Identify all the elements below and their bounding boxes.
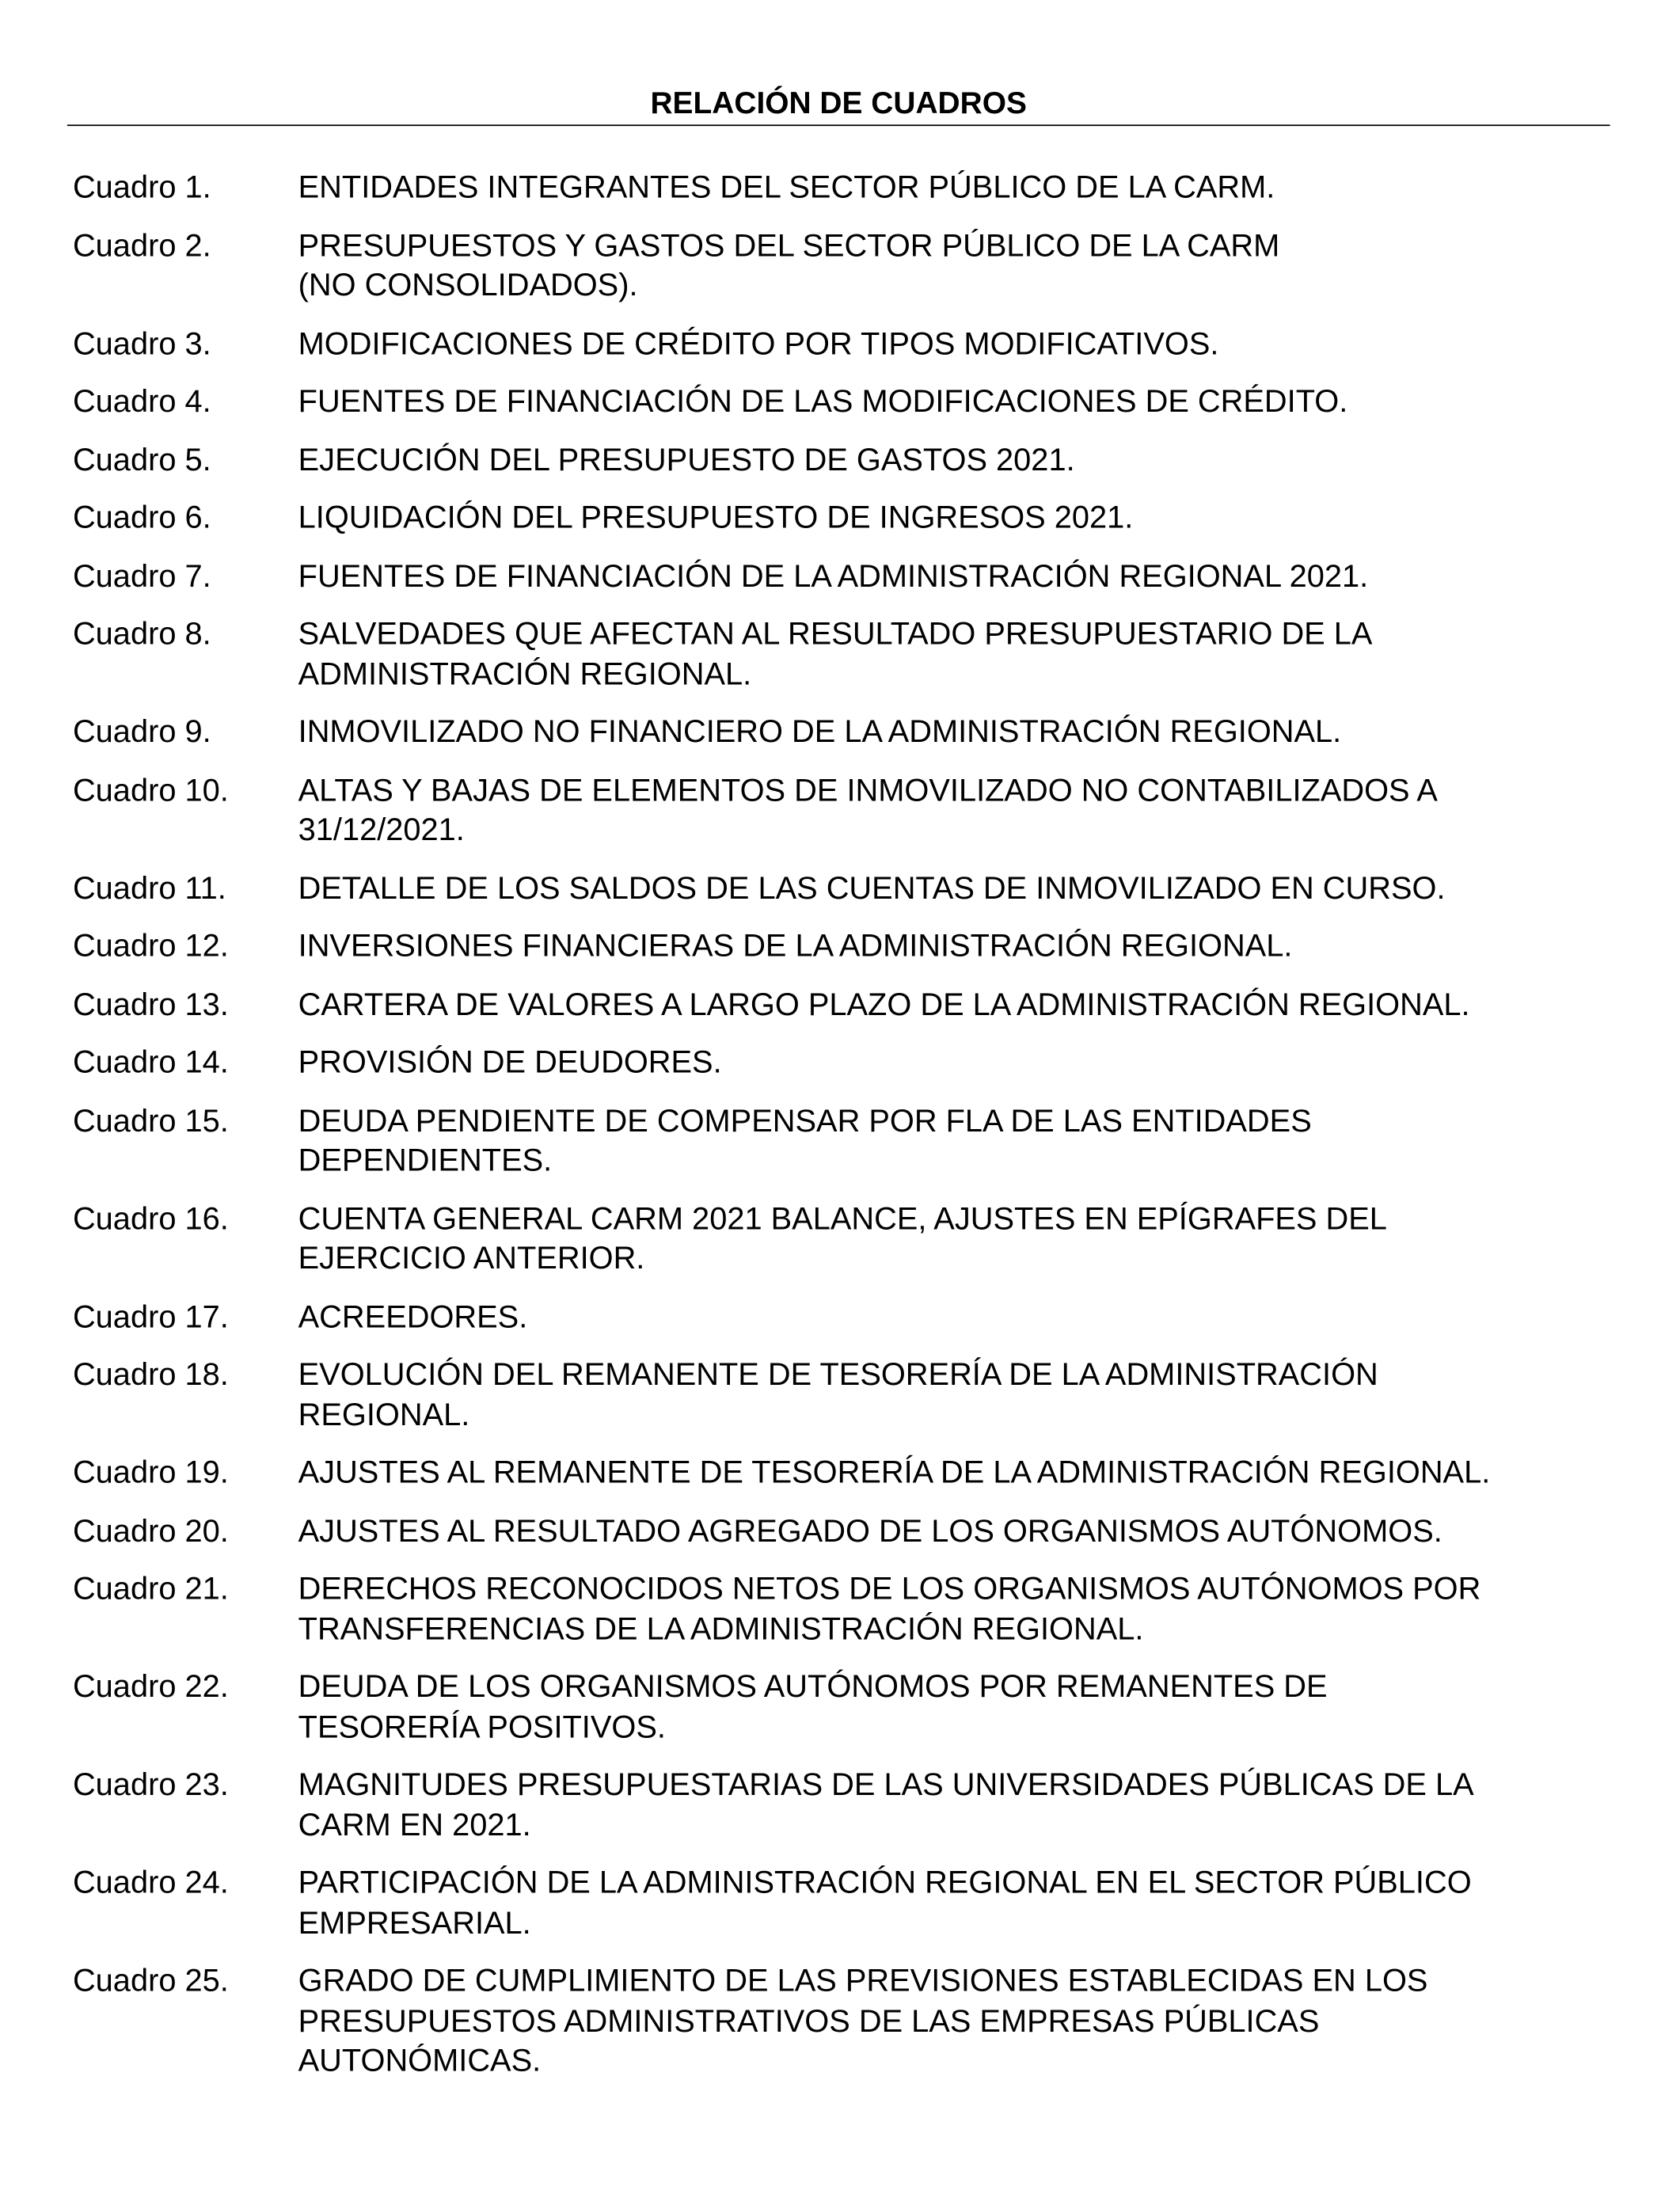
table-title: PARTICIPACIÓN DE LA ADMINISTRACIÓN REGIONAL EN EL SECTOR PÚBLICO EMPRESARIAL.	[298, 1865, 1472, 1940]
table-title: PRESUPUESTOS Y GASTOS DEL SECTOR PÚBLICO DE LA CARM (NO CONSOLIDADOS).	[298, 227, 1280, 302]
table-number: Cuadro 17.	[72, 1299, 229, 1334]
table-title: ALTAS Y BAJAS DE ELEMENTOS DE INMOVILIZADO NO CONTABILIZADOS A 31/12/2021.	[298, 772, 1438, 847]
table-entry	[73, 324, 1655, 363]
table-entry	[73, 168, 1655, 207]
table-entry	[73, 1200, 1655, 1280]
table-number: Cuadro 2.	[72, 227, 211, 263]
table-entry	[73, 1356, 1655, 1436]
title-divider	[67, 124, 1610, 126]
table-number: Cuadro 9.	[72, 713, 211, 750]
table-title: CARTERA DE VALORES A LARGO PLAZO DE LA ADMINISTRACIÓN REGIONAL.	[298, 986, 1470, 1021]
table-entry	[73, 1961, 1655, 2081]
table-number: Cuadro 19.	[72, 1455, 229, 1490]
table-number: Cuadro 24.	[72, 1865, 229, 1900]
table-entry	[73, 1043, 1655, 1082]
table-title: FUENTES DE FINANCIACIÓN DE LA ADMINISTRACIÓN REGIONAL 2021.	[298, 557, 1369, 593]
table-entry	[73, 226, 1655, 306]
table-title: AJUSTES AL REMANENTE DE TESORERÍA DE LA ADMINISTRACIÓN REGIONAL.	[298, 1455, 1491, 1490]
table-number: Cuadro 10.	[72, 772, 229, 808]
table-entry	[73, 985, 1655, 1025]
table-number: Cuadro 22.	[72, 1668, 229, 1705]
table-number: Cuadro 15.	[72, 1102, 229, 1138]
table-entry	[73, 1864, 1655, 1944]
table-number: Cuadro 4.	[72, 383, 211, 419]
page-title: RELACIÓN DE CUADROS	[650, 85, 1027, 121]
table-title: DEUDA PENDIENTE DE COMPENSAR POR FLA DE LAS ENTIDADES DEPENDIENTES.	[298, 1102, 1312, 1178]
table-entry	[73, 1512, 1655, 1551]
table-title: FUENTES DE FINANCIACIÓN DE LAS MODIFICACIONES DE CRÉDITO.	[298, 383, 1348, 419]
table-entry	[73, 557, 1655, 596]
table-number: Cuadro 5.	[72, 441, 211, 477]
table-entry	[73, 869, 1655, 908]
table-number: Cuadro 12.	[72, 928, 229, 964]
table-title: DEUDA DE LOS ORGANISMOS AUTÓNOMOS POR REMANENTES DE TESORERÍA POSITIVOS.	[298, 1668, 1328, 1744]
table-title: MAGNITUDES PRESUPUESTARIAS DE LAS UNIVERSIDADES PÚBLICAS DE LA CARM EN 2021.	[298, 1766, 1474, 1842]
table-entry	[73, 1297, 1655, 1337]
table-entry	[73, 499, 1655, 538]
table-entry	[73, 1668, 1655, 1747]
table-title: SALVEDADES QUE AFECTAN AL RESULTADO PRESUPUESTARIO DE LA ADMINISTRACIÓN REGIONAL.	[298, 616, 1373, 691]
table-number: Cuadro 25.	[72, 1963, 229, 1998]
table-title: MODIFICACIONES DE CRÉDITO POR TIPOS MODIFICATIVOS.	[298, 325, 1219, 361]
table-entry	[73, 1101, 1655, 1181]
table-number: Cuadro 7.	[72, 557, 211, 593]
table-number: Cuadro 16.	[72, 1200, 229, 1236]
table-title: PROVISIÓN DE DEUDORES.	[298, 1044, 722, 1080]
table-entry	[73, 770, 1655, 850]
table-number: Cuadro 14.	[72, 1044, 229, 1080]
table-title: EJECUCIÓN DEL PRESUPUESTO DE GASTOS 2021.	[298, 441, 1075, 477]
table-title: AJUSTES AL RESULTADO AGREGADO DE LOS ORGANISMOS AUTÓNOMOS.	[298, 1512, 1442, 1548]
table-number: Cuadro 11.	[72, 869, 226, 906]
table-title: ACREEDORES.	[298, 1299, 528, 1334]
table-entry	[73, 440, 1655, 480]
table-entry	[73, 927, 1655, 967]
table-number: Cuadro 18.	[72, 1356, 229, 1392]
table-title: ENTIDADES INTEGRANTES DEL SECTOR PÚBLICO DE LA CARM.	[298, 169, 1275, 205]
table-title: LIQUIDACIÓN DEL PRESUPUESTO DE INGRESOS 2021.	[298, 500, 1134, 535]
table-number: Cuadro 21.	[72, 1571, 229, 1607]
table-entry	[73, 1569, 1655, 1649]
table-number: Cuadro 3.	[72, 325, 211, 361]
table-title: EVOLUCIÓN DEL REMANENTE DE TESORERÍA DE LA ADMINISTRACIÓN REGIONAL.	[298, 1356, 1378, 1432]
table-list	[73, 168, 1655, 2099]
table-number: Cuadro 1.	[72, 169, 211, 205]
table-entry	[73, 1453, 1655, 1493]
table-title: GRADO DE CUMPLIMIENTO DE LAS PREVISIONES ESTABLECIDAS EN LOS PRESUPUESTOS ADMINISTRATIVOS DE LAS EMPRESAS PÚBLICAS AUTONÓMICAS.	[298, 1963, 1428, 2078]
table-entry	[73, 713, 1655, 752]
table-title: CUENTA GENERAL CARM 2021 BALANCE, AJUSTES EN EPÍGRAFES DEL EJERCICIO ANTERIOR.	[298, 1200, 1387, 1276]
table-title: INVERSIONES FINANCIERAS DE LA ADMINISTRACIÓN REGIONAL.	[298, 928, 1293, 964]
table-entry	[73, 614, 1655, 694]
table-title: DERECHOS RECONOCIDOS NETOS DE LOS ORGANISMOS AUTÓNOMOS POR TRANSFERENCIAS DE LA ADMINISTRACIÓN REGIONAL.	[298, 1571, 1481, 1646]
table-number: Cuadro 13.	[72, 986, 229, 1021]
table-number: Cuadro 23.	[72, 1766, 229, 1802]
table-number: Cuadro 8.	[72, 616, 211, 652]
table-entry	[73, 1766, 1655, 1846]
table-number: Cuadro 20.	[72, 1512, 229, 1548]
table-title: INMOVILIZADO NO FINANCIERO DE LA ADMINISTRACIÓN REGIONAL.	[298, 713, 1342, 750]
table-title: DETALLE DE LOS SALDOS DE LAS CUENTAS DE INMOVILIZADO EN CURSO.	[298, 869, 1446, 906]
table-entry	[73, 382, 1655, 422]
table-number: Cuadro 6.	[72, 500, 211, 535]
